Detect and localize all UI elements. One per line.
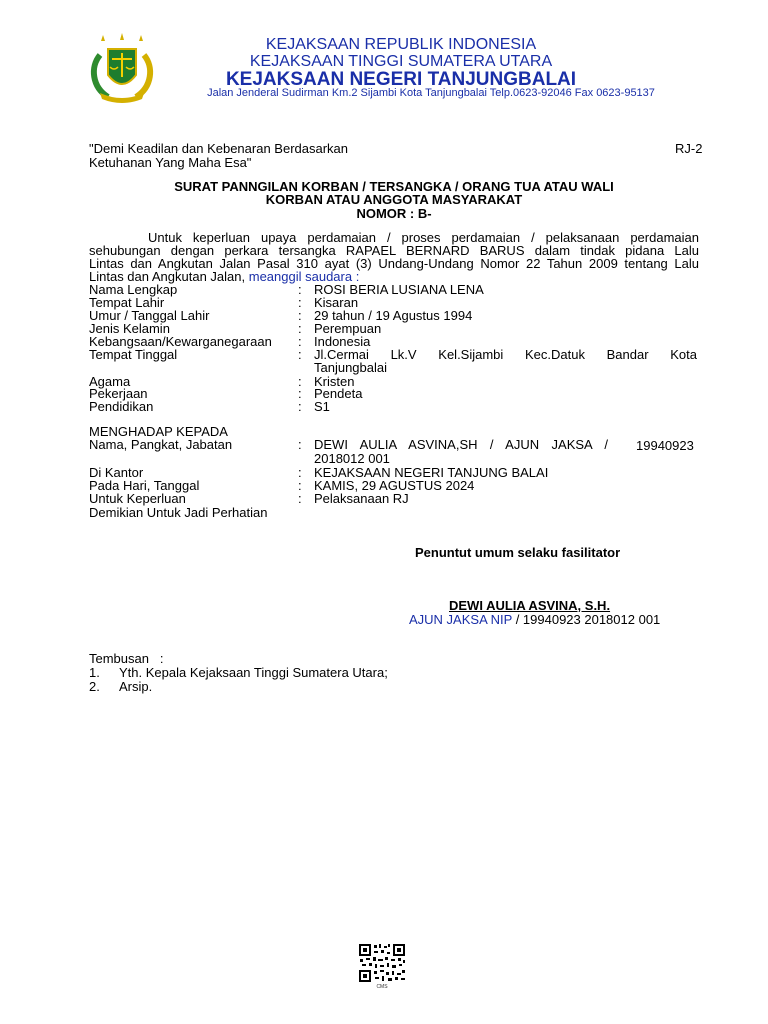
- closing-text: Demikian Untuk Jadi Perhatian: [89, 505, 268, 520]
- field-colon: :: [298, 308, 302, 323]
- tembusan-item-num: 1.: [89, 665, 100, 680]
- field-colon: :: [298, 321, 302, 336]
- title-line2: KORBAN ATAU ANGGOTA MASYARAKAT: [265, 192, 523, 207]
- field-value: Tanjungbalai: [314, 360, 388, 375]
- motto-line1: "Demi Keadilan dan Kebenaran Berdasarkan: [89, 141, 349, 156]
- motto-line2: Ketuhanan Yang Maha Esa": [89, 155, 252, 170]
- header-line2: KEJAKSAAN TINGGI SUMATERA UTARA: [249, 53, 553, 70]
- field-colon: :: [298, 386, 302, 401]
- field-value: Indonesia: [314, 334, 371, 349]
- field-value: Kristen: [314, 374, 355, 389]
- menghadap-heading: MENGHADAP KEPADA: [89, 424, 228, 439]
- field-label: Tempat Lahir: [89, 295, 165, 310]
- title-line1: SURAT PANNGILAN KORBAN / TERSANGKA / ORANG TUA ATAU WALI: [174, 179, 614, 194]
- field-value: ROSI BERIA LUSIANA LENA: [314, 282, 484, 297]
- intro-line4-call: meanggil saudara :: [245, 269, 360, 284]
- intro-line3: Lintas dan Angkutan Jalan Pasal 310 ayat (3) Undang-Undang Nomor 22 Tahun 2009 tentang Lalu: [89, 256, 699, 271]
- field-colon: :: [298, 491, 302, 506]
- header-line3: KEJAKSAAN NEGERI TANJUNGBALAI: [225, 69, 577, 90]
- field-label: Nama Lengkap: [89, 282, 178, 297]
- field-value: Kisaran: [314, 295, 359, 310]
- field-value: 2018012 001: [314, 451, 390, 466]
- signature-role: Penuntut umum selaku fasilitator: [415, 545, 621, 560]
- field-value: KAMIS, 29 AGUSTUS 2024: [314, 478, 475, 493]
- header-line1: KEJAKSAAN REPUBLIK INDONESIA: [265, 36, 537, 53]
- field-colon: :: [298, 399, 302, 414]
- intro-line1: Untuk keperluan upaya perdamaian / proses perdamaian / pelaksanaan perdamaian: [148, 230, 699, 245]
- field-value: 29 tahun / 19 Agustus 1994: [314, 308, 473, 323]
- tembusan-item-num: 2.: [89, 679, 100, 694]
- field-colon: :: [298, 282, 302, 297]
- field-value: Jl.Cermai Lk.V Kel.Sijambi Kec.Datuk Bandar Kota: [314, 347, 697, 362]
- field-label: Jenis Kelamin: [89, 321, 170, 336]
- field-label: Untuk Keperluan: [89, 491, 186, 506]
- form-code: RJ-2: [675, 141, 703, 156]
- qr-caption: CMS: [376, 984, 388, 990]
- field-value: Perempuan: [314, 321, 382, 336]
- field-label: Kebangsaan/Kewarganegaraan: [89, 334, 272, 349]
- tembusan-heading: Tembusan :: [89, 651, 164, 666]
- field-label: Nama, Pangkat, Jabatan: [89, 437, 233, 452]
- field-colon: :: [298, 295, 302, 310]
- signature-name: DEWI AULIA ASVINA, S.H.: [449, 598, 611, 613]
- tembusan-item-text: Arsip.: [119, 679, 153, 694]
- signature-nip: / 19940923 2018012 001: [512, 612, 661, 627]
- field-colon: :: [298, 374, 302, 389]
- field-value: Pelaksanaan RJ: [314, 491, 409, 506]
- field-value-nip: 19940923: [636, 438, 694, 453]
- field-value: Pendeta: [314, 386, 363, 401]
- field-label: Pendidikan: [89, 399, 154, 414]
- field-colon: :: [298, 478, 302, 493]
- title-line3: NOMOR : B-: [356, 206, 432, 221]
- signature-rank: AJUN JAKSA NIP: [409, 612, 513, 627]
- field-label: Pekerjaan: [89, 386, 148, 401]
- tembusan-item-text: Yth. Kepala Kejaksaan Tinggi Sumatera Utara;: [119, 665, 388, 680]
- field-label: Tempat Tinggal: [89, 347, 178, 362]
- field-label: Pada Hari, Tanggal: [89, 478, 200, 493]
- intro-line4-text: Lintas dan Angkutan Jalan,: [89, 269, 246, 284]
- field-colon: :: [298, 334, 302, 349]
- field-colon: :: [298, 465, 302, 480]
- field-colon: :: [298, 437, 302, 452]
- header-address: Jalan Jenderal Sudirman Km.2 Sijambi Kota Tanjungbalai Telp.0623-92046 Fax 0623-95137: [207, 87, 655, 99]
- field-label: Agama: [89, 374, 131, 389]
- field-value: DEWI AULIA ASVINA,SH / AJUN JAKSA /: [314, 437, 608, 452]
- field-colon: :: [298, 347, 302, 362]
- field-value: KEJAKSAAN NEGERI TANJUNG BALAI: [314, 465, 549, 480]
- qr-code-icon: [358, 943, 406, 983]
- signature-rank-nip: [409, 612, 660, 627]
- intro-line2: sehubungan dengan perkara tersangka RAPAEL BERNARD BARUS dalam tindak pidana Lalu: [89, 243, 699, 258]
- field-label: Umur / Tanggal Lahir: [89, 308, 210, 323]
- field-label: Di Kantor: [89, 465, 144, 480]
- field-value: S1: [314, 399, 330, 414]
